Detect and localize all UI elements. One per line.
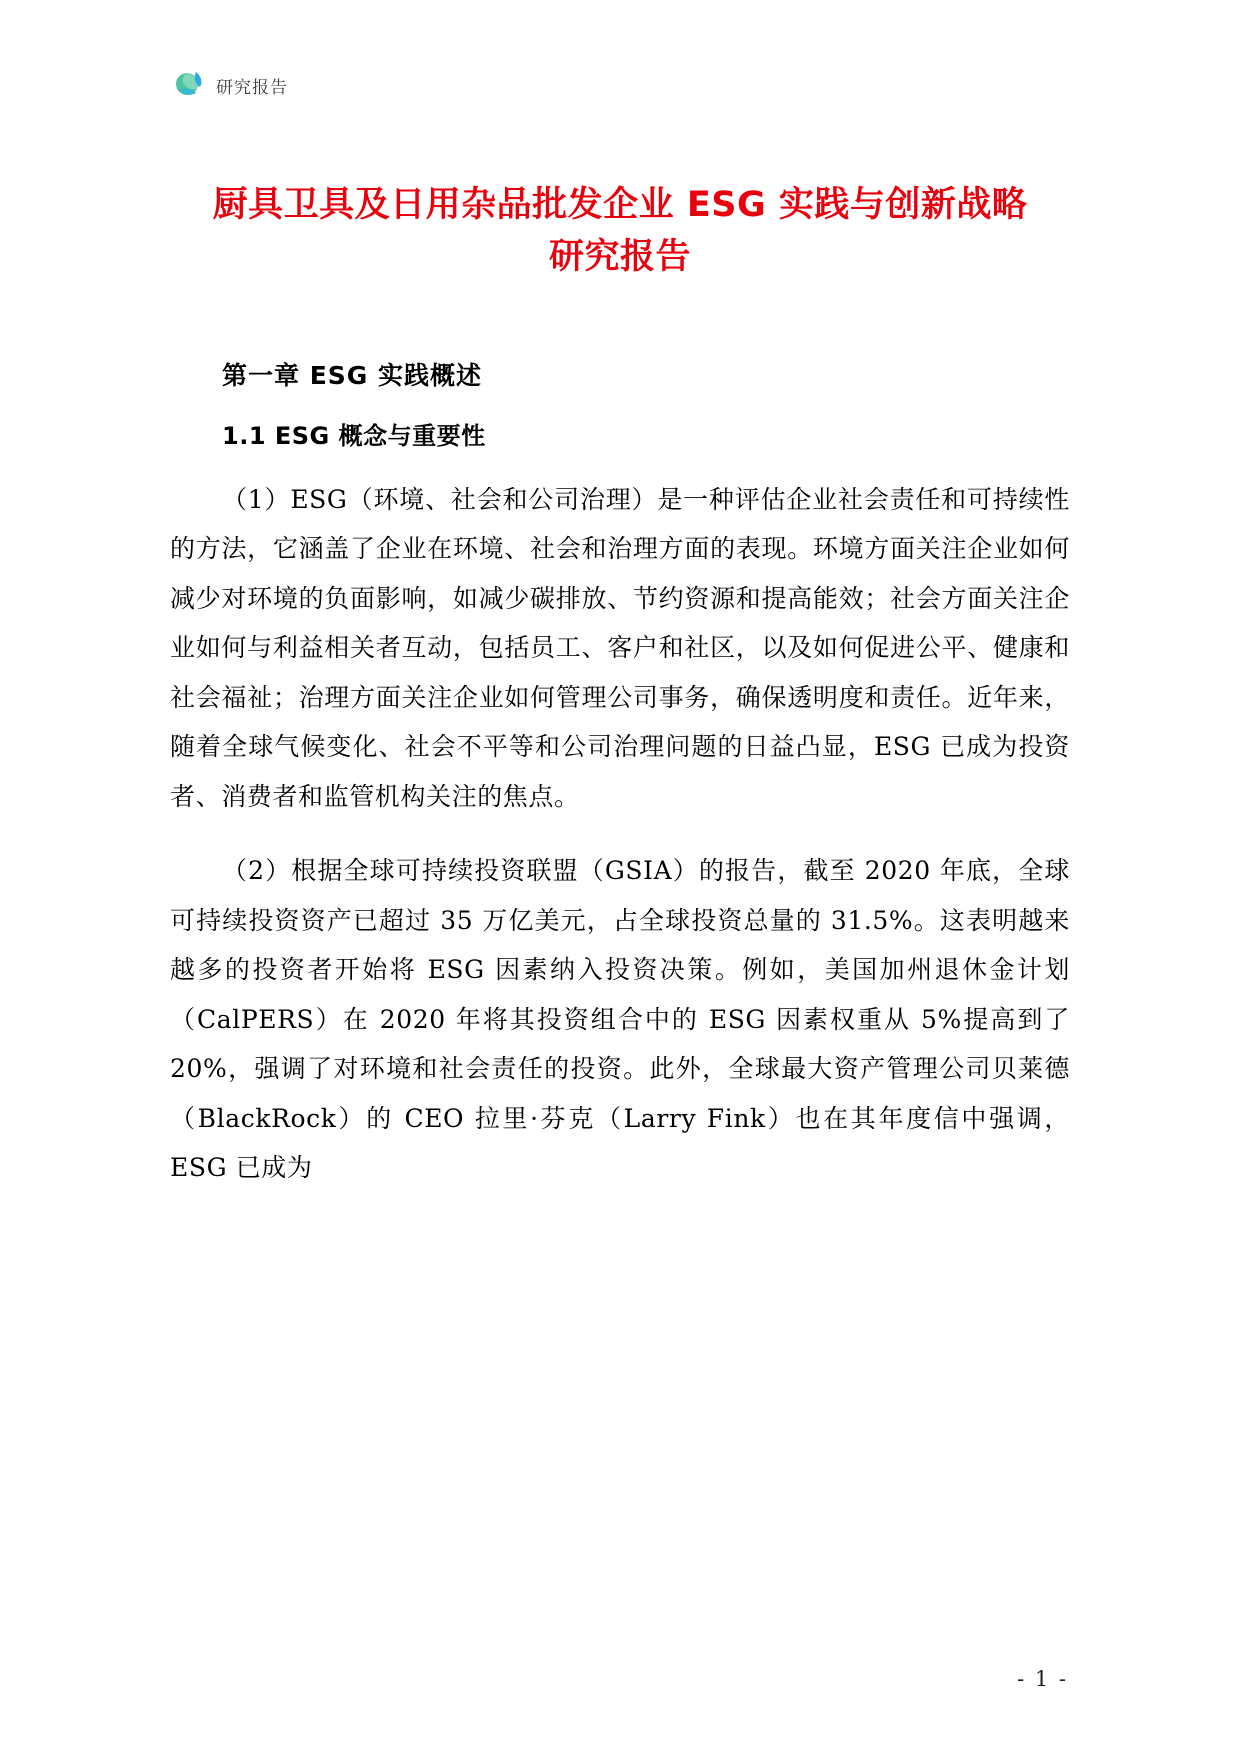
leaf-globe-icon (172, 68, 206, 102)
section-heading: 1.1 ESG 概念与重要性 (222, 421, 486, 450)
document-content (170, 180, 1070, 1218)
body-paragraph: （2）根据全球可持续投资联盟（GSIA）的报告，截至 2020 年底，全球可持续投资资产已超过 35 万亿美元，占全球投资总量的 31.5%。这表明越来越多的投资者开始将 ESG 因素纳入投资决策。例如，美国加州退休金计划（CalPERS）在 2020 年将其投资组合中的 ESG 因素权重从 5%提高到了 20%，强调了对环境和社会责任的投资。此外，全球最大资产管理公司贝莱德（BlackRock）的 CEO 拉里·芬克（Larry Fink）也在其年度信中强调，ESG 已成为 (170, 856, 1070, 1183)
chapter-heading: 第一章 ESG 实践概述 (222, 360, 483, 390)
page-number: - 1 - (1017, 1667, 1068, 1691)
page-title: 厨具卫具及日用杂品批发企业 ESG 实践与创新战略研究报告 (212, 185, 1028, 277)
body-paragraph: （1）ESG（环境、社会和公司治理）是一种评估企业社会责任和可持续性的方法，它涵盖了企业在环境、社会和治理方面的表现。环境方面关注企业如何减少对环境的负面影响，如减少碳排放、节约资源和提高能效；社会方面关注企业如何与利益相关者互动，包括员工、客户和社区，以及如何促进公平、健康和社会福祉；治理方面关注企业如何管理公司事务，确保透明度和责任。近年来，随着全球气候变化、社会不平等和公司治理问题的日益凸显，ESG 已成为投资者、消费者和监管机构关注的焦点。 (170, 484, 1070, 811)
logo-label: 研究报告 (216, 77, 288, 98)
document-header (172, 68, 288, 102)
